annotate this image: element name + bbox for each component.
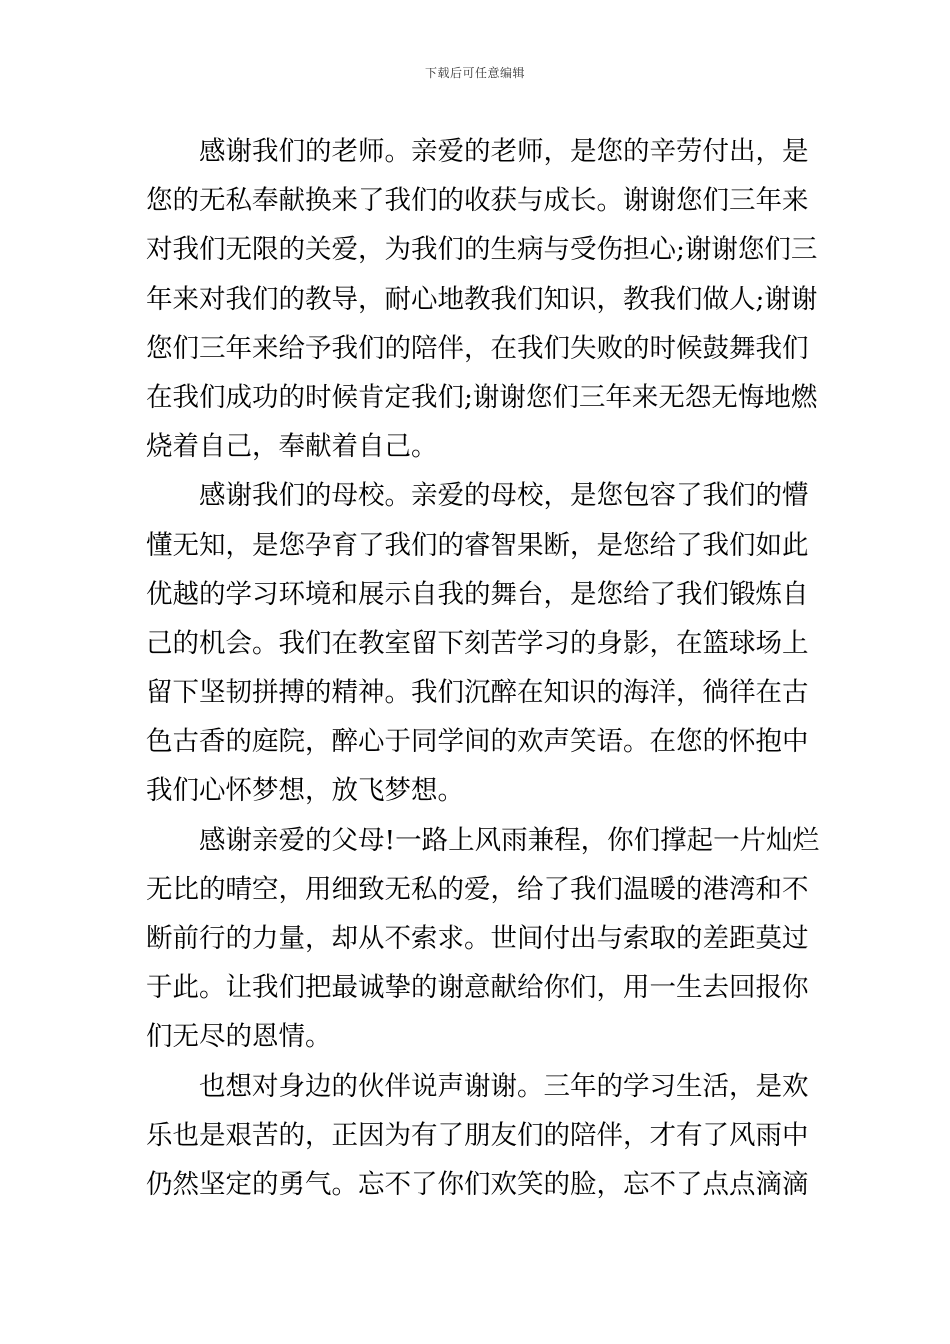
paragraph-teachers <box>146 127 818 471</box>
text-line: 色古香的庭院，醉心于同学间的欢声笑语。在您的怀抱中 <box>146 726 809 758</box>
text-line: 我们心怀梦想，放飞梦想。 <box>146 775 464 807</box>
text-line: 乐也是艰苦的，正因为有了朋友们的陪伴，才有了风雨中 <box>146 1119 809 1151</box>
text-line: 在我们成功的时候肯定我们;谢谢您们三年来无怨无悔地燃 <box>146 381 818 413</box>
text-line: 也想对身边的伙伴说声谢谢。三年的学习生活，是欢 <box>199 1070 809 1102</box>
text-line: 您们三年来给予我们的陪伴，在我们失败的时候鼓舞我们 <box>146 332 809 364</box>
text-line: 烧着自己，奉献着自己。 <box>146 431 438 463</box>
text-line: 对我们无限的关爱，为我们的生病与受伤担心;谢谢您们三 <box>146 234 818 266</box>
text-line: 己的机会。我们在教室留下刻苦学习的身影，在篮球场上 <box>146 627 809 659</box>
text-line: 感谢我们的母校。亲爱的母校，是您包容了我们的懵 <box>199 480 809 512</box>
paragraph-friends <box>146 1062 809 1210</box>
text-line: 们无尽的恩情。 <box>146 1021 332 1053</box>
text-line: 无比的晴空，用细致无私的爱，给了我们温暖的港湾和不 <box>146 873 809 905</box>
text-line: 留下坚韧拼搏的精神。我们沉醉在知识的海洋，徜徉在古 <box>146 677 809 709</box>
text-line: 懂无知，是您孕育了我们的睿智果断，是您给了我们如此 <box>146 529 809 561</box>
text-line: 年来对我们的教导，耐心地教我们知识，教我们做人;谢谢 <box>146 283 818 315</box>
text-line: 感谢亲爱的父母!一路上风雨兼程，你们撑起一片灿烂 <box>199 824 820 856</box>
text-line: 您的无私奉献换来了我们的收获与成长。谢谢您们三年来 <box>146 185 809 217</box>
text-line: 仍然坚定的勇气。忘不了你们欢笑的脸，忘不了点点滴滴 <box>146 1168 809 1200</box>
paragraph-parents <box>146 816 820 1062</box>
text-line: 断前行的力量，却从不索求。世间付出与索取的差距莫过 <box>146 923 809 954</box>
page-header: 下载后可任意编辑 <box>424 66 525 80</box>
text-line: 感谢我们的老师。亲爱的老师，是您的辛劳付出，是 <box>199 136 809 167</box>
document-body <box>146 127 820 1209</box>
text-line: 优越的学习环境和展示自我的舞台，是您给了我们锻炼自 <box>146 578 809 610</box>
text-line: 于此。让我们把最诚挚的谢意献给你们，用一生去回报你 <box>146 972 809 1004</box>
paragraph-school <box>146 471 809 815</box>
